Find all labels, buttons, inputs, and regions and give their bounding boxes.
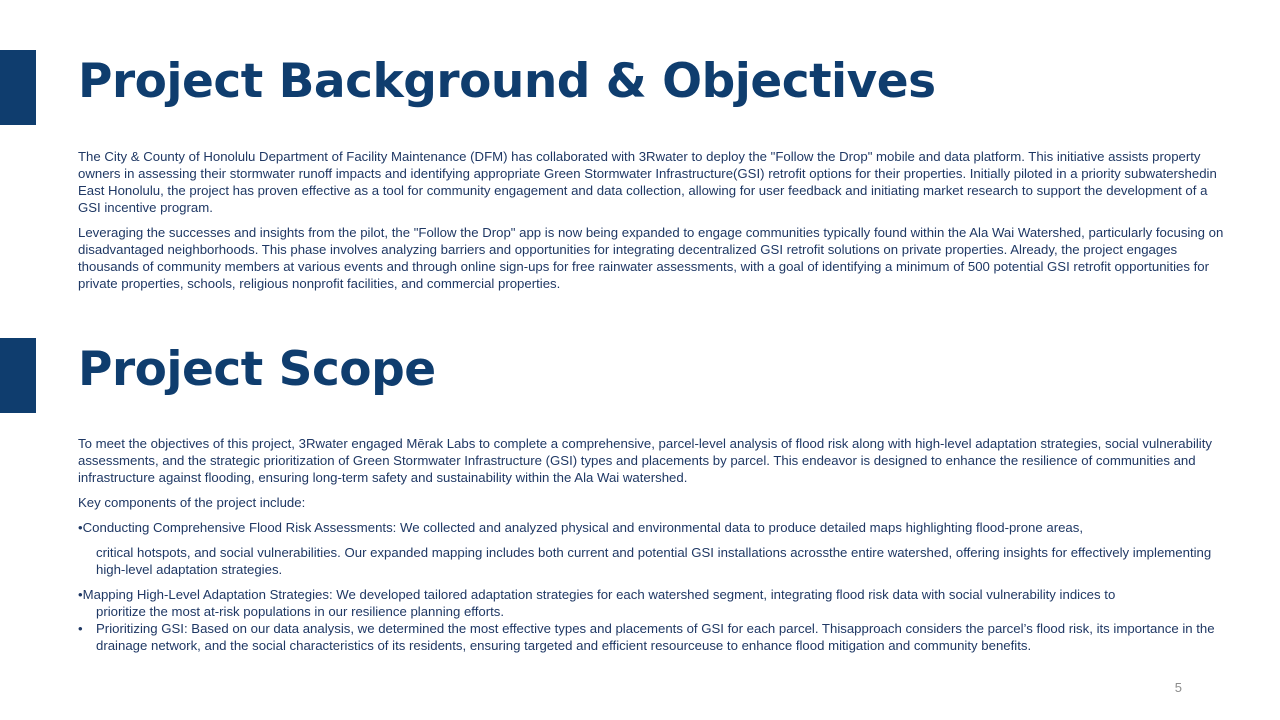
list-item-continuation: critical hotspots, and social vulnerabilities. Our expanded mapping includes both current and potential GSI installations acrossthe entire watershed, offering insights for effectively implementing high-level adaptation strategies. — [96, 545, 1212, 577]
scope-section — [78, 435, 1230, 654]
list-item-first-line — [78, 519, 1230, 536]
list-item-text: Prioritizing GSI: Based on our data analysis, we determined the most effective types and placements of GSI for each parcel. Thisapproach considers the parcel’s flood risk, its importance in the drainage network, and the social characteristics of its residents, ensuring targeted and efficient resourceuse to enhance flood mitigation and community benefits. — [96, 621, 1215, 653]
page-number: 5 — [1174, 680, 1182, 695]
list-item-text: Conducting Comprehensive Flood Risk Assessments: We collected and analyzed physical and environmental data to produce detailed maps highlighting flood-prone areas, — [82, 520, 1084, 535]
components-label: Key components of the project include: — [78, 495, 306, 510]
list-item-first-line — [78, 586, 1230, 603]
bullet-glyph: • — [78, 520, 83, 535]
background-section — [78, 148, 1230, 300]
background-paragraph: The City & County of Honolulu Department of Facility Maintenance (DFM) has collaborated with 3Rwater to deploy the "Follow the Drop" mobile and data platform. This initiative assists property owners in assessing their stormwater runoff impacts and identifying appropriate Green Stormwater Infrastructure(GSI) retrofit options for their properties. Initially piloted in a priority subwatershedin East Honolulu, the project has proven effective as a tool for community engagement and data collection, allowing for user feedback and initiating market research to support the development of a GSI incentive program. — [78, 149, 1217, 215]
list-item — [78, 620, 1230, 654]
list-item — [78, 586, 1230, 620]
scope-heading: Project Scope — [78, 342, 436, 397]
section-accent-bar — [0, 338, 36, 413]
background-heading: Project Background & Objectives — [78, 54, 936, 109]
section-accent-bar — [0, 50, 36, 125]
list-item-continuation: prioritize the most at-risk populations in our resilience planning efforts. — [96, 604, 505, 619]
list-item — [78, 519, 1230, 578]
scope-intro: To meet the objectives of this project, 3Rwater engaged Mērak Labs to complete a comprehensive, parcel-level analysis of flood risk along with high-level adaptation strategies, social vulnerability assessments, and the strategic prioritization of Green Stormwater Infrastructure (GSI) types and placements by parcel. This endeavor is designed to enhance the resilience of communities and infrastructure against flooding, ensuring long-term safety and sustainability within the Ala Wai watershed. — [78, 436, 1212, 485]
list-item-text: Mapping High-Level Adaptation Strategies: We developed tailored adaptation strategies for each watershed segment, integrating flood risk data with social vulnerability indices to — [82, 587, 1116, 602]
bullet-glyph: • — [78, 587, 83, 602]
background-paragraph: Leveraging the successes and insights from the pilot, the "Follow the Drop" app is now being expanded to engage communities typically found within the Ala Wai Watershed, particularly focusing on disadvantaged neighborhoods. This phase involves analyzing barriers and opportunities for integrating decentralized GSI retrofit solutions on private properties. Already, the project engages thousands of community members at various events and through online sign-ups for free rainwater assessments, with a goal of identifying a minimum of 500 potential GSI retrofit opportunities for private properties, schools, religious nonprofit facilities, and commercial properties. — [78, 225, 1224, 291]
bullet-glyph: • — [78, 621, 83, 636]
